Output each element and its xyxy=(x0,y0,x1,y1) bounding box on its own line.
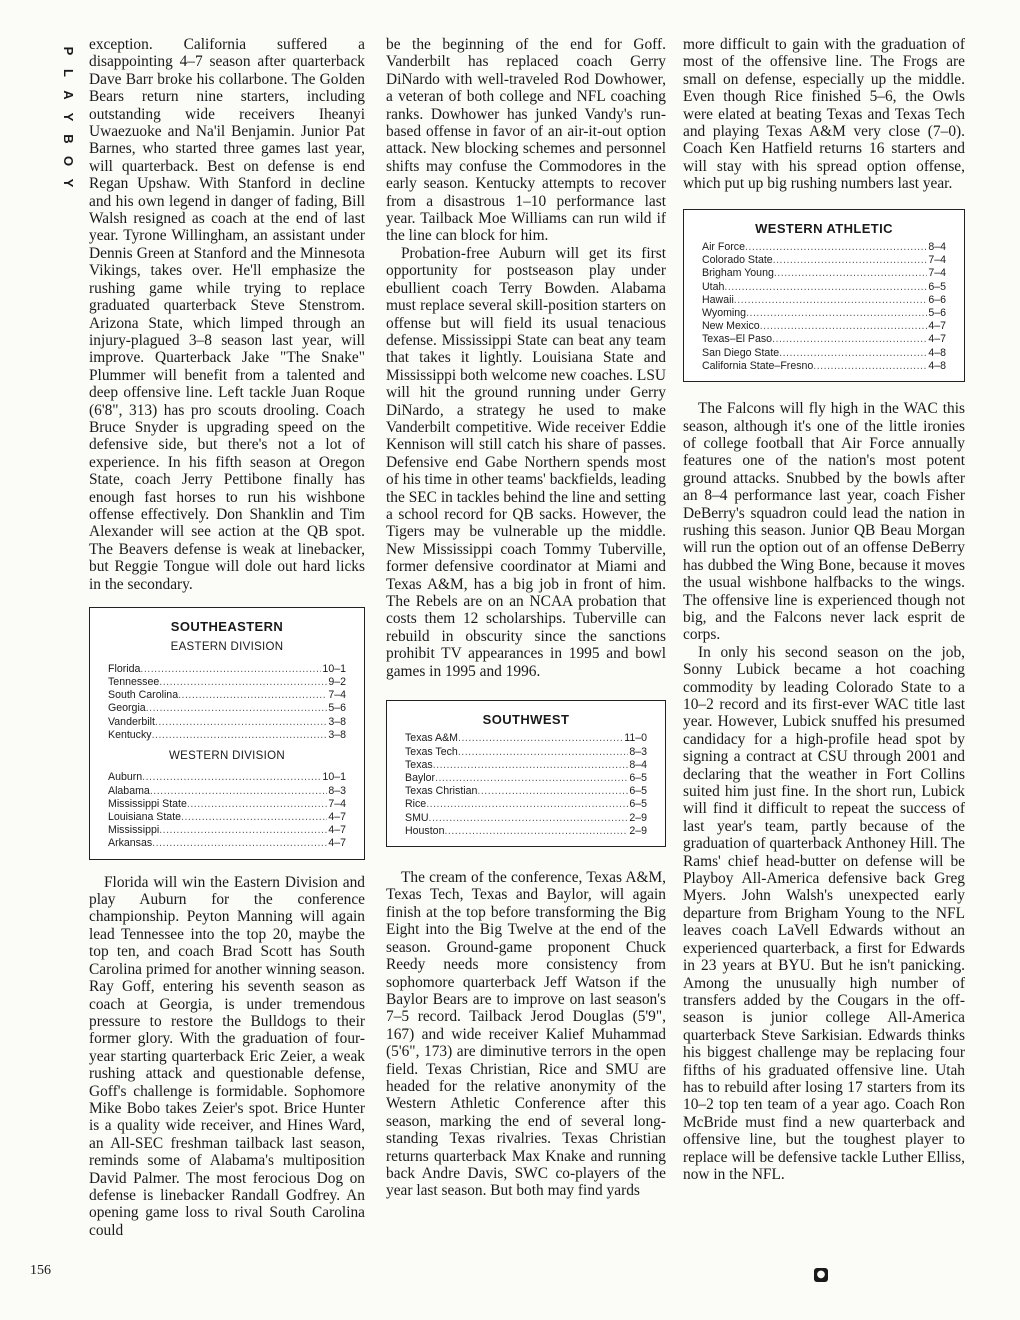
team-name: Texas Christian xyxy=(405,785,478,798)
margin-letter: Y xyxy=(61,178,76,188)
team-record: 6–5 xyxy=(629,798,647,811)
dot-leader xyxy=(444,825,628,838)
standings-row xyxy=(108,785,346,798)
paragraph: be the beginning of the end for Goff. Vanderbilt has replaced coach Gerry DiNardo with well-traveled Rod Dowhower, a veteran of both college and NFL coaching ranks. Dowhower has junked Vandy's run-based offense in favor of an air-it-out option attack. New blocking schemes and personnel shifts may confuse the Commodores in the early season. Kentucky attempts to recover from a disastrous 1–10 performance last year. Tailback Moe Williams can run wild if the line can block for him. xyxy=(386,36,666,245)
team-record: 8–4 xyxy=(629,758,647,771)
team-record: 6–5 xyxy=(629,785,647,798)
paragraph: exception. California suffered a disappointing 4–7 season after quarterback Dave Barr broke his collarbone. The Golden Bears return nine starters, including outstanding wide receivers Iheanyi Uwaezuoke and Na'il Benjamin. Junior Pat Barnes, who started three games last year, will quarterback. Best on defense is end Regan Upshaw. With Stanford in decline and his own legend in danger of fading, Bill Walsh resigned as coach at the end of last year. Tyrone Willingham, an assistant under Dennis Green at Stanford and the Minnesota Vikings, takes over. He'll emphasize the rushing game while trying to replace graduated quarterback Steve Stenstrom. Arizona State, which limped through an injury-plagued 3–8 season last year, will improve. Quarterback Jake "The Snake" Plummer will benefit from a talented and deep offensive line. Left tackle Juan Roque (6'8", 313) has pro scouts drooling. Coach Bruce Snyder is upgrading speed on the defensive side, but there's not a lot of experience. In his fifth season at Oregon State, coach Jerry Pettibone finally has enough fast horses to run his wishbone offense effectively. Don Shanklin and Tim Alexander will see action at the QB spot. The Beavers defense is weak at linebacker, but Reggie Tongue will dole out hard licks in the secondary. xyxy=(89,36,365,593)
dot-leader xyxy=(426,798,628,811)
team-record: 4–7 xyxy=(328,837,346,850)
margin-letter: Y xyxy=(61,112,76,122)
standings-row xyxy=(702,254,946,267)
team-record: 6–5 xyxy=(629,772,647,785)
western-athletic-standings-box xyxy=(683,209,965,382)
standings-list xyxy=(108,663,346,742)
margin-letter: L xyxy=(61,69,76,77)
team-name: Louisiana State xyxy=(108,811,182,824)
dot-leader xyxy=(813,360,927,373)
standings-row xyxy=(702,333,946,346)
dot-leader xyxy=(178,689,327,702)
team-record: 4–7 xyxy=(328,824,346,837)
team-name: Georgia xyxy=(108,702,146,715)
team-name: Arkansas xyxy=(108,837,153,850)
team-record: 8–3 xyxy=(328,784,346,797)
standings-row xyxy=(702,267,946,280)
dot-leader xyxy=(734,294,928,307)
margin-letter: A xyxy=(61,90,76,100)
standings-row xyxy=(405,732,647,745)
standings-list xyxy=(405,732,647,838)
team-name: Brigham Young xyxy=(702,267,774,280)
dot-leader xyxy=(152,729,328,742)
dot-leader xyxy=(746,307,927,320)
standings-row xyxy=(702,320,946,333)
dot-leader xyxy=(187,798,327,811)
paragraph: Florida will win the Eastern Division and play Auburn for the conference championship. Peyton Manning will again lead Tennessee into the top 20, maybe the top ten, and coach Brad Scott has South Carolina primed for another winning season. Ray Goff, entering his seventh season as coach at Georgia, is under tremendous pressure to restore the Bulldogs to their former glory. With the graduation of four-year starting quarterback Eric Zeier, a weak rushing attack and questionable defense, Goff's challenge is formidable. Sophomore Mike Bobo takes Zeier's spot. Brice Hunter is a quality wide receiver, and Hines Ward, an All-SEC freshman tailback last season, reminds some of Alabama's multiposition David Palmer. The most ferocious Dog on defense is linebacker Randall Godfrey. An opening game loss to rival South Carolina could xyxy=(89,873,365,1239)
standings-row xyxy=(108,729,346,742)
team-name: Air Force xyxy=(702,241,745,254)
article-column-3 xyxy=(683,36,965,1183)
standings-row xyxy=(702,241,946,254)
team-record: 8–3 xyxy=(629,745,647,758)
dot-leader xyxy=(140,663,321,676)
standings-row xyxy=(405,785,647,798)
team-name: Florida xyxy=(108,662,141,675)
team-record: 4–7 xyxy=(928,333,946,346)
division-label: WESTERN DIVISION xyxy=(169,750,285,763)
dot-leader xyxy=(772,333,927,346)
dot-leader xyxy=(159,676,327,689)
team-record: 4–8 xyxy=(928,346,946,359)
team-record: 3–8 xyxy=(328,728,346,741)
dot-leader xyxy=(760,320,928,333)
margin-letter: O xyxy=(61,155,76,167)
standings-row xyxy=(405,825,647,838)
margin-letter: B xyxy=(61,134,76,144)
standings-row xyxy=(702,294,946,307)
dot-leader xyxy=(435,772,628,785)
team-name: Houston xyxy=(405,824,445,837)
dot-leader xyxy=(458,746,629,759)
paragraph: The cream of the conference, Texas A&M, Texas Tech, Texas and Baylor, will again finish at the top before transforming the Big Eight into the Big Twelve at the end of the season. Ground-game proponent Chuck Reedy needs more consistency from sophomore quarterback Jeff Watson if the Baylor Bears are to improve on last season's 7–5 record. Tailback Jerod Douglas (5'9", 167) and wide receiver Kalief Muhammad (5'6", 173) are diminutive terrors in the open field. Texas Christian, Rice and SMU are headed for the relative anonymity of the Western Athletic Conference after this season, marking the end of several long-standing Texas rivalries. Texas Christian returns quarterback Max Knake and running back Andre Davis, SWC co-players of the year last season. But both may find yards xyxy=(386,869,666,1200)
team-record: 10–1 xyxy=(322,771,346,784)
dot-leader xyxy=(779,347,927,360)
team-name: Auburn xyxy=(108,771,143,784)
team-name: New Mexico xyxy=(702,320,760,333)
team-name: Colorado State xyxy=(702,254,773,267)
team-record: 11–0 xyxy=(624,732,647,745)
team-name: Texas Tech xyxy=(405,745,458,758)
team-name: Texas xyxy=(405,758,433,771)
dot-leader xyxy=(773,254,928,267)
standings-row xyxy=(108,798,346,811)
team-name: SMU xyxy=(405,811,429,824)
standings-row xyxy=(108,771,346,784)
team-name: Kentucky xyxy=(108,728,152,741)
dot-leader xyxy=(724,281,927,294)
dot-leader xyxy=(152,837,327,850)
team-record: 3–8 xyxy=(328,715,346,728)
standings-row xyxy=(108,811,346,824)
team-name: Tennessee xyxy=(108,676,160,689)
standings-row xyxy=(702,307,946,320)
dot-leader xyxy=(150,785,328,798)
team-name: Hawaii xyxy=(702,293,734,306)
margin-letter: P xyxy=(61,46,76,56)
article-column-2 xyxy=(386,36,666,1200)
standings-row xyxy=(108,676,346,689)
team-record: 4–7 xyxy=(928,320,946,333)
team-record: 2–9 xyxy=(629,824,647,837)
dot-leader xyxy=(477,785,628,798)
standings-row xyxy=(108,716,346,729)
southwest-standings-box xyxy=(386,700,666,847)
dot-leader xyxy=(181,811,327,824)
standings-row xyxy=(405,746,647,759)
standings-row xyxy=(702,281,946,294)
standings-row xyxy=(108,689,346,702)
team-record: 7–4 xyxy=(328,797,346,810)
dot-leader xyxy=(155,716,327,729)
dot-leader xyxy=(142,771,321,784)
standings-row xyxy=(405,772,647,785)
standings-row xyxy=(702,347,946,360)
team-name: Wyoming xyxy=(702,307,747,320)
paragraph: more difficult to gain with the graduation of most of the offensive line. The Frogs are small on defense, especially up the middle. Even though Rice finished 5–6, the Owls were elated at beating Texas and Texas Tech and playing Texas A&M very close (7–0). Coach Ken Hatfield returns 16 starters and will stay with his spread option offense, which put up big rushing numbers last year. xyxy=(683,36,965,193)
page-number: 156 xyxy=(30,1263,51,1278)
team-record: 5–6 xyxy=(928,307,946,320)
playboy-margin-label xyxy=(60,40,76,194)
rabbit-head-icon: ● xyxy=(814,1268,828,1282)
standings-row xyxy=(108,663,346,676)
team-name: California State–Fresno xyxy=(702,359,814,372)
standings-row xyxy=(405,812,647,825)
southeastern-standings-box xyxy=(89,607,365,860)
team-name: Utah xyxy=(702,280,725,293)
division-label: EASTERN DIVISION xyxy=(170,641,284,654)
dot-leader xyxy=(433,759,629,772)
box-title: SOUTHWEST xyxy=(482,712,570,728)
team-record: 8–4 xyxy=(928,241,946,254)
team-name: Baylor xyxy=(405,772,436,785)
standings-list xyxy=(702,241,946,373)
team-name: Texas–El Paso xyxy=(702,333,773,346)
box-title: SOUTHEASTERN xyxy=(170,619,284,634)
team-record: 4–7 xyxy=(328,811,346,824)
team-record: 7–4 xyxy=(928,254,946,267)
team-record: 6–6 xyxy=(928,293,946,306)
dot-leader xyxy=(458,732,623,745)
standings-row xyxy=(108,824,346,837)
paragraph: The Falcons will fly high in the WAC this season, although it's one of the little ironies of college football that Air Force annually features one of the nation's most potent ground attacks. Snubbed by the bowls after an 8–4 performance last year, coach Fisher DeBerry's squadron could lead the nation in rushing this season. Junior QB Beau Morgan will run the option out of an offense DeBerry has dubbed the Wing Bone, because it moves the usual wishbone halfbacks to the wings. The offensive line is experienced though not big, and the Falcons never lack esprit de corps. xyxy=(683,400,965,644)
team-name: Rice xyxy=(405,798,427,811)
team-name: San Diego State xyxy=(702,346,780,359)
dot-leader xyxy=(159,824,327,837)
team-name: Mississippi State xyxy=(108,797,187,810)
team-record: 5–6 xyxy=(328,702,346,715)
standings-list xyxy=(108,771,346,850)
team-record: 9–2 xyxy=(328,676,346,689)
team-name: Mississippi xyxy=(108,824,160,837)
paragraph: In only his second season on the job, Sonny Lubick became a hot coaching commodity by leading Colorado State to a 10–2 record and its first-ever WAC title last year. However, Lubick snuffed his presumed candidacy for a high-profile head spot by signing a contract at CSU through 2001 and declaring that the weather in Fort Collins suited him just fine. In the short run, Lubick will find it difficult to repeat the success of last year's team, partly because of the graduation of quarterback Anthoney Hill. The Rams' chief head-butter on defense will be Playboy All-America defensive back Greg Myers. John Walsh's unexpected early departure from Brigham Young to the NFL leaves coach LaVell Edwards without an experienced quarterback, a first for Edwards in 23 years at BYU. But he isn't panicking. Among the unusually high number of transfers added by the Cougars in the off-season is junior college All-America quarterback Steve Sarkisian. Edwards thinks his biggest challenge may be replacing four fifths of his graduated offensive line. Utah has to rebuild after losing 17 starters from its 10–2 top ten team of a year ago. Coach Ron McBride must find a new quarterback and offensive line, but the toughest player to replace will be defensive tackle Luther Elliss, now in the NFL. xyxy=(683,643,965,1183)
standings-row xyxy=(405,798,647,811)
team-record: 2–9 xyxy=(629,811,647,824)
standings-row xyxy=(108,837,346,850)
team-name: Vanderbilt xyxy=(108,715,155,728)
box-title: WESTERN ATHLETIC xyxy=(755,220,893,236)
team-name: South Carolina xyxy=(108,689,179,702)
dot-leader xyxy=(146,702,328,715)
dot-leader xyxy=(774,267,927,280)
standings-row xyxy=(405,759,647,772)
team-record: 7–4 xyxy=(328,689,346,702)
team-name: Alabama xyxy=(108,784,150,797)
dot-leader xyxy=(745,241,927,254)
standings-row xyxy=(108,702,346,715)
dot-leader xyxy=(429,812,629,825)
team-record: 4–8 xyxy=(928,359,946,372)
team-name: Texas A&M xyxy=(405,732,458,745)
team-record: 10–1 xyxy=(322,662,346,675)
team-record: 6–5 xyxy=(928,280,946,293)
team-record: 7–4 xyxy=(928,267,946,280)
paragraph: Probation-free Auburn will get its first opportunity for postseason play under ebullient coach Terry Bowden. Alabama must replace several skill-position starters on offense but will field its usual tenacious defense. Mississippi State can beat any team that takes it lightly. Louisiana State and Mississippi both welcome new coaches. LSU will hit the ground running under Gerry DiNardo, a strategy he used to make Vanderbilt competitive. Wide receiver Eddie Kennison will still catch his share of passes. Defensive end Gabe Northern spends most of his time in other teams' backfields, leading the SEC in tackles behind the line and setting a school record for QB sacks. However, the Tigers may be vulnerable up the middle. New Mississippi coach Tommy Tuberville, former defensive coordinator at Miami and Texas A&M, has a big job in front of him. The Rebels are on an NCAA probation that costs them 12 scholarships. Tuberville can rebuild in obscurity since the sanctions prohibit TV appearances in 1995 and bowl games in 1995 and 1996. xyxy=(386,244,666,680)
standings-row xyxy=(702,360,946,373)
article-column-1 xyxy=(89,36,365,1239)
